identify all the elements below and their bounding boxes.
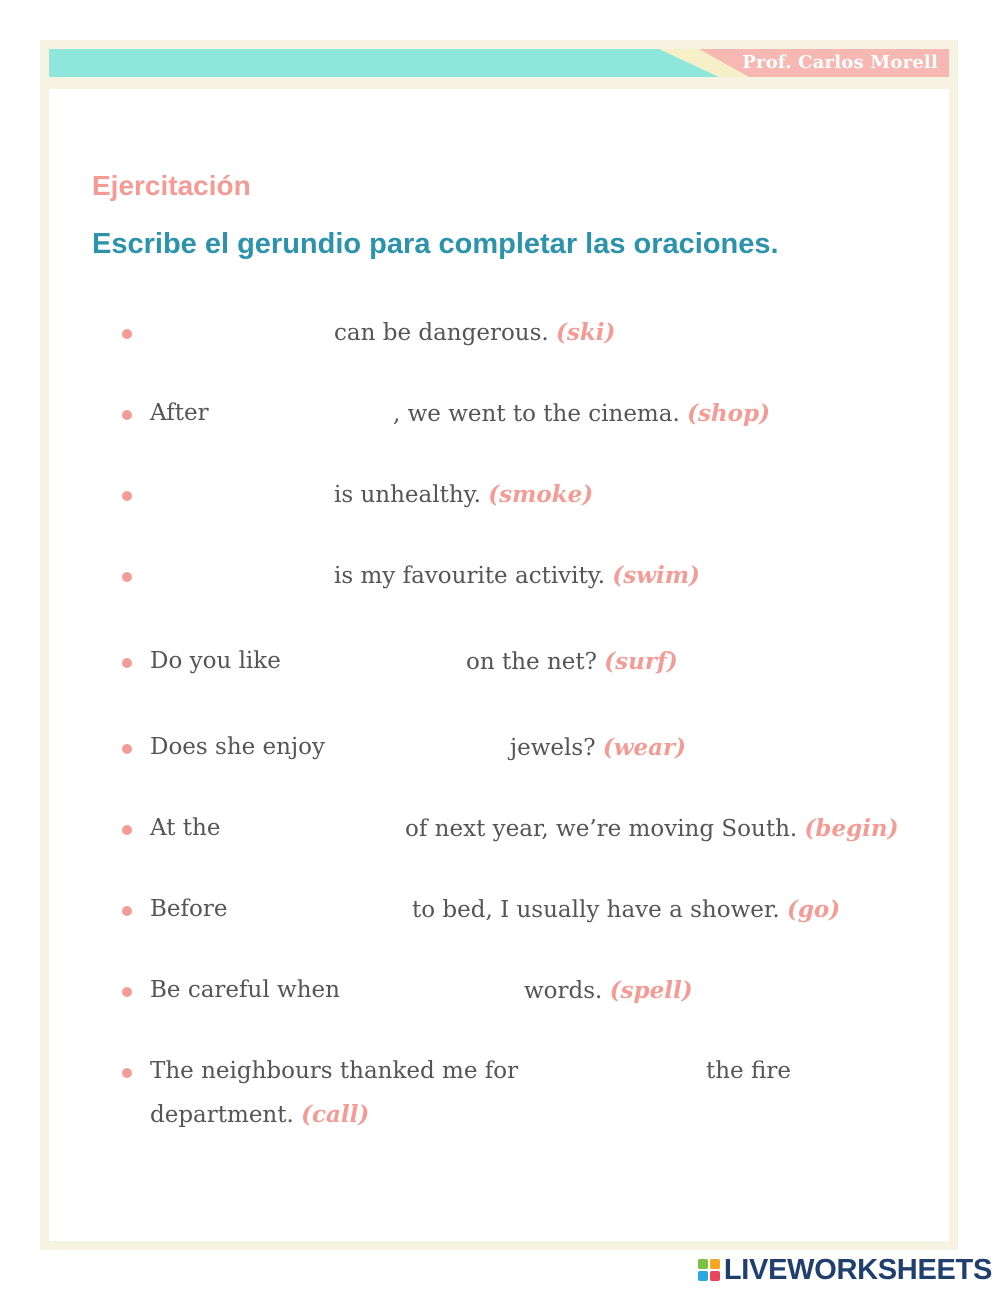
sentence-text: to bed, I usually have a shower. (go) bbox=[412, 896, 841, 923]
bullet-icon bbox=[122, 572, 132, 582]
answer-input-9[interactable] bbox=[346, 977, 524, 1009]
bullet-icon bbox=[122, 329, 132, 339]
verb-hint: (shop) bbox=[687, 400, 770, 427]
answer-input-10[interactable] bbox=[527, 1058, 705, 1090]
logo-square bbox=[710, 1259, 720, 1269]
sentence-text: , we went to the cinema. (shop) bbox=[393, 400, 770, 427]
sentence-text: of next year, we’re moving South. (begin) bbox=[405, 815, 899, 842]
sentence-text: jewels? (wear) bbox=[510, 734, 687, 761]
verb-hint: (smoke) bbox=[488, 481, 594, 508]
logo-square bbox=[698, 1271, 708, 1281]
verb-hint: (begin) bbox=[804, 815, 899, 842]
answer-input-5[interactable] bbox=[288, 648, 466, 680]
logo-square bbox=[698, 1259, 708, 1269]
sentence-text: is my favourite activity. (swim) bbox=[334, 562, 700, 589]
bullet-icon bbox=[122, 987, 132, 997]
sentence-lead: Before bbox=[150, 896, 228, 922]
bullet-icon bbox=[122, 906, 132, 916]
bullet-icon bbox=[122, 1068, 132, 1078]
bullet-icon bbox=[122, 744, 132, 754]
answer-input-6[interactable] bbox=[332, 734, 510, 766]
sentence-lead: Do you like bbox=[150, 648, 281, 674]
sentence-lead: The neighbours thanked me for bbox=[150, 1058, 519, 1084]
bullet-icon bbox=[122, 825, 132, 835]
answer-input-8[interactable] bbox=[234, 896, 412, 928]
bullet-icon bbox=[122, 658, 132, 668]
sentence-text: words. (spell) bbox=[524, 977, 693, 1004]
liveworksheets-logo-icon bbox=[698, 1259, 720, 1281]
author-name: Prof. Carlos Morell bbox=[742, 52, 938, 73]
sentence-lead: Does she enjoy bbox=[150, 734, 325, 760]
exercise-item-10 bbox=[122, 1050, 902, 1136]
bullet-icon bbox=[122, 491, 132, 501]
sentence-lead: After bbox=[150, 400, 209, 426]
bullet-icon bbox=[122, 410, 132, 420]
sentence-text: can be dangerous. (ski) bbox=[334, 319, 616, 346]
logo-square bbox=[710, 1271, 720, 1281]
verb-hint: (surf) bbox=[604, 648, 678, 675]
sentence-text: is unhealthy. (smoke) bbox=[334, 481, 594, 508]
verb-hint: (go) bbox=[786, 896, 841, 923]
sentence-lead: At the bbox=[150, 815, 221, 841]
answer-input-7[interactable] bbox=[226, 815, 404, 847]
instruction-text: Escribe el gerundio para completar las oraciones. bbox=[92, 228, 779, 260]
section-title: Ejercitación bbox=[92, 170, 251, 201]
sentence-text: the fire bbox=[706, 1058, 791, 1084]
sentence-text-line2: department. (call) bbox=[150, 1101, 370, 1128]
verb-hint: (spell) bbox=[609, 977, 693, 1004]
answer-input-1[interactable] bbox=[150, 319, 334, 351]
sentence-text: on the net? (surf) bbox=[466, 648, 678, 675]
sentence-lead: Be careful when bbox=[150, 977, 340, 1003]
verb-hint: (call) bbox=[301, 1101, 370, 1128]
answer-input-4[interactable] bbox=[150, 562, 334, 594]
liveworksheets-brand bbox=[698, 1255, 992, 1285]
verb-hint: (swim) bbox=[612, 562, 700, 589]
answer-input-2[interactable] bbox=[216, 400, 394, 432]
answer-input-3[interactable] bbox=[150, 481, 334, 513]
verb-hint: (wear) bbox=[602, 734, 687, 761]
brand-name: LIVEWORKSHEETS bbox=[723, 1253, 992, 1286]
verb-hint: (ski) bbox=[556, 319, 616, 346]
